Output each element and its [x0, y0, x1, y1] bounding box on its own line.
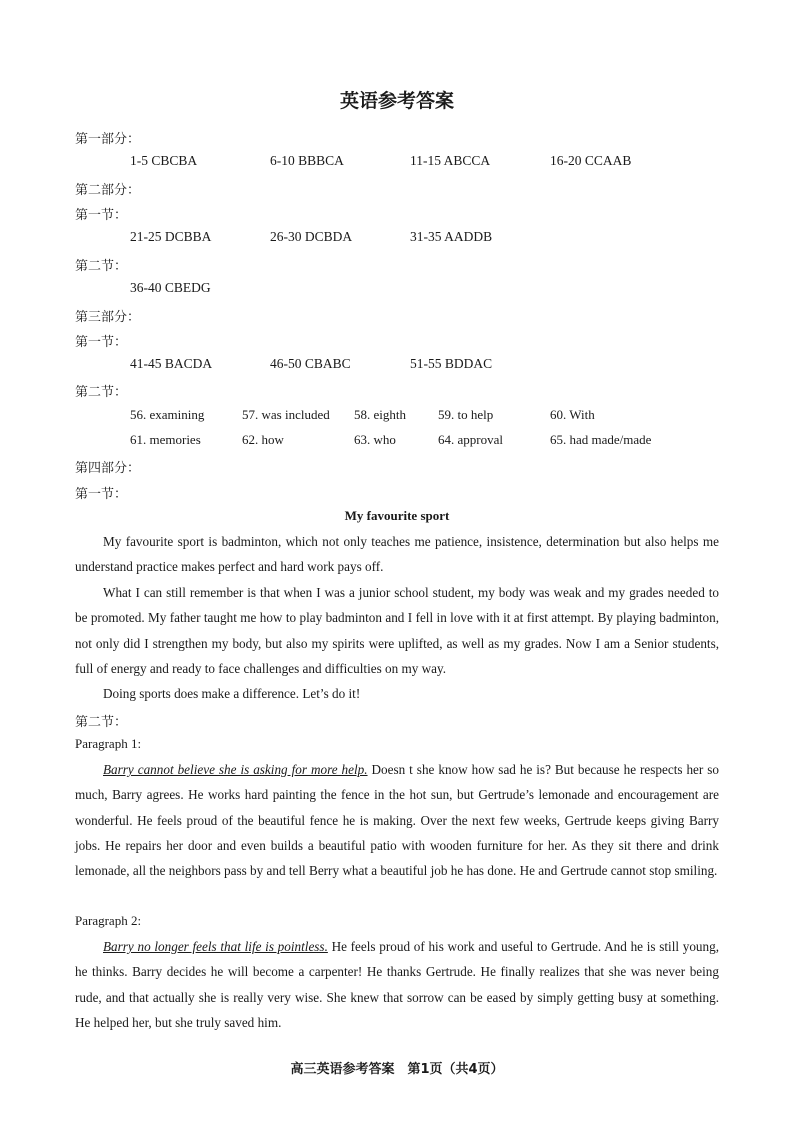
page-footer: 高三英语参考答案 第1页（共4页）	[290, 1062, 504, 1077]
fill-answer: 58. eighth	[354, 407, 406, 422]
paragraph2-body: He feels proud of his work and useful to Gertrude. And he is still young, he thinks. Barry decides he will become a carpenter! He thanks Gertrude. He finally realizes that she was never being rude, and that actually she is really very wise. She knew that sorrow can be eased by simply getting busy at something. He helped her, but she truly saved him.	[75, 939, 719, 1030]
answer-group: 11-15 ABCCA	[410, 153, 491, 168]
answer-group: 26-30 DCBDA	[270, 229, 353, 244]
essay-paragraph: My favourite sport is badminton, which not only teaches me patience, insistence, determination but also helps me understand practice makes perfect and hard work pays off.	[75, 534, 719, 575]
part4-label: 第四部分：	[75, 461, 141, 476]
answer-group: 51-55 BDDAC	[410, 356, 493, 371]
page-title: 英语参考答案	[339, 90, 454, 112]
continuation-paragraph-1	[75, 757, 719, 883]
part2-section1-label: 第一节：	[75, 208, 128, 223]
paragraph1-body: Doesn t she know how sad he is? But because he respects her so much, Barry agrees. He works hard painting the fence in the hot sun, but Gertrude’s lemonade and encouragement are wonderful. He feels proud of the beautiful fence he is making. Over the next few weeks, Gertrude keeps giving Barry jobs. He repairs her door and even builds a beautiful patio with wooden furniture for her. As they sit there and drink lemonade, all the neighbors pass by and tell Berry what a beautiful job he has done. He and Gertrude cannot stop smiling.	[75, 762, 719, 879]
answer-group: 36-40 CBEDG	[130, 280, 211, 295]
answer-group: 46-50 CBABC	[270, 356, 351, 371]
fill-answer: 61. memories	[130, 432, 201, 447]
fill-answer: 63. who	[354, 432, 396, 447]
paragraph2-lead-sentence: Barry no longer feels that life is pointless.	[103, 939, 328, 954]
essay-title: My favourite sport	[344, 508, 450, 523]
paragraph2-label: Paragraph 2:	[75, 913, 142, 928]
essay-paragraph: What I can still remember is that when I was a junior school student, my body was weak and my grades needed to be promoted. My father taught me how to play badminton and I fell in love with it at first attempt. By playing badminton, not only did I strengthen my body, but also my spirits were uplifted, as well as my grades. Now I am a Senior students, full of energy and ready to face challenges and difficulties on my way.	[75, 585, 719, 676]
fill-answer: 56. examining	[130, 407, 205, 422]
part3-label: 第三部分：	[75, 310, 141, 325]
fill-answer: 60. With	[550, 407, 595, 422]
continuation-paragraph-2	[75, 934, 719, 1035]
fill-answer: 64. approval	[438, 432, 503, 447]
answer-group: 21-25 DCBBA	[130, 229, 212, 244]
fill-answer: 59. to help	[438, 407, 494, 422]
answer-group: 16-20 CCAAB	[550, 153, 632, 168]
essay-paragraph: Doing sports does make a difference. Let’s do it!	[103, 686, 361, 701]
part2-section2-label: 第二节：	[75, 259, 128, 274]
part2-label: 第二部分：	[75, 183, 141, 198]
fill-answer: 65. had made/made	[550, 432, 652, 447]
paragraph1-lead-sentence: Barry cannot believe she is asking for more help.	[103, 762, 368, 777]
fill-answer: 62. how	[242, 432, 284, 447]
part3-section2-label: 第二节：	[75, 385, 128, 400]
part1-label: 第一部分：	[75, 132, 141, 147]
answer-group: 6-10 BBBCA	[270, 153, 344, 168]
part4-section1-label: 第一节：	[75, 487, 128, 502]
part4-section2-label: 第二节：	[75, 715, 128, 730]
fill-answer: 57. was included	[242, 407, 330, 422]
answer-group: 1-5 CBCBA	[130, 153, 198, 168]
answer-group: 31-35 AADDB	[410, 229, 493, 244]
answer-group: 41-45 BACDA	[130, 356, 213, 371]
paragraph1-label: Paragraph 1:	[75, 736, 142, 751]
part3-section1-label: 第一节：	[75, 335, 128, 350]
